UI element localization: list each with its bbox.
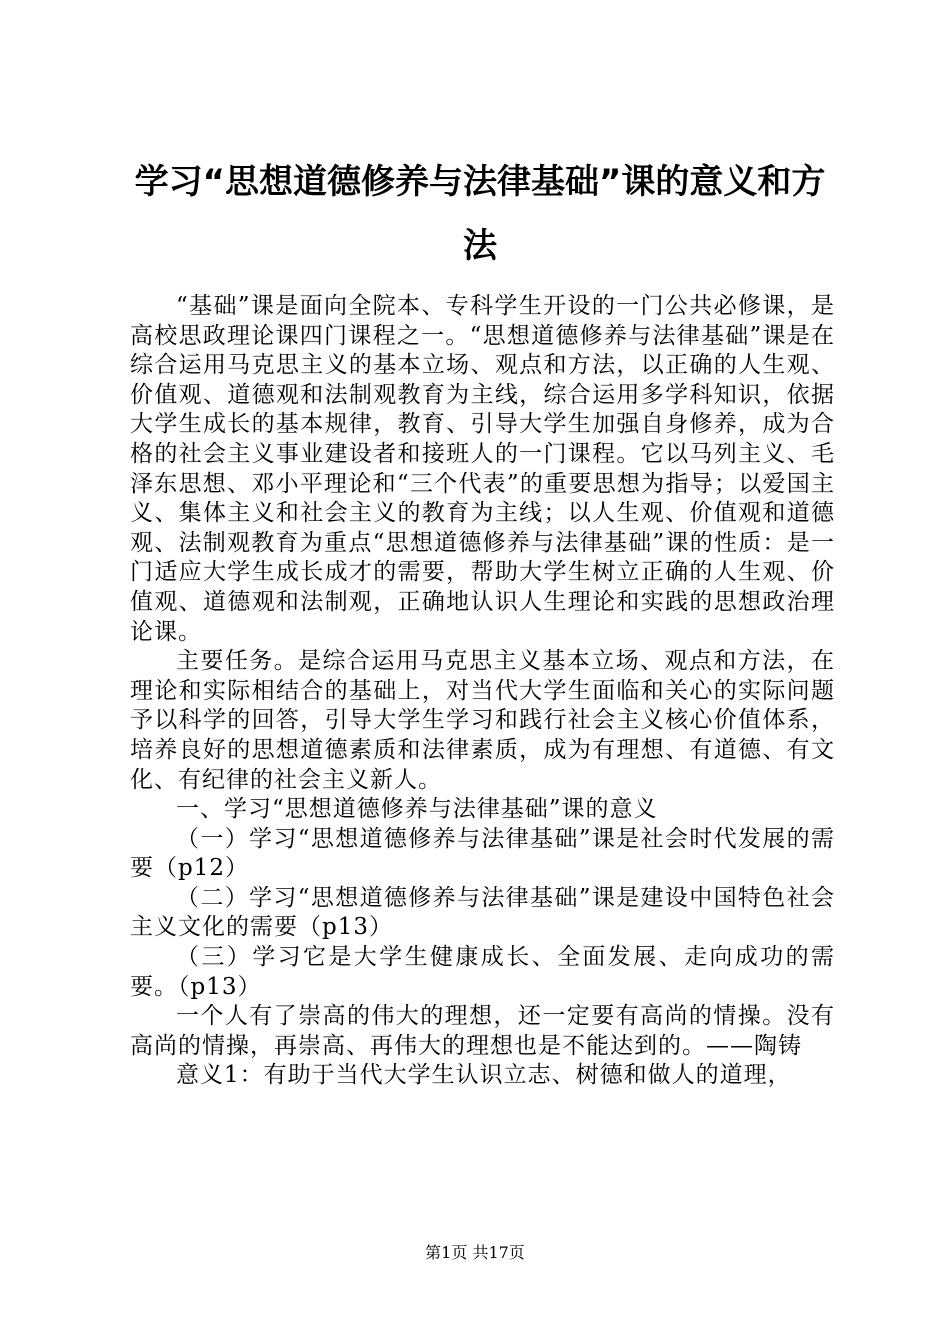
- quote-paragraph: 一个人有了崇高的伟大的理想，还一定要有高尚的情操。没有高尚的情操，再崇高、再伟大的理想也是不能达到的。——陶铸: [130, 1003, 835, 1059]
- paragraph-significance-1: 意义1：有助于当代大学生认识立志、树德和做人的道理，: [176, 1062, 792, 1089]
- subsection-2: （二）学习“思想道德修养与法律基础”课是建设中国特色社会主义文化的需要（p13）: [130, 884, 835, 941]
- section-heading-significance: 一、学习“思想道德修养与法律基础”课的意义: [176, 796, 658, 823]
- subsection-3: （三）学习它是大学生健康成长、全面发展、走向成功的需要。（p13）: [130, 944, 835, 1000]
- document-title: 学习“思想道德修养与法律基础”课的意义和方法: [134, 162, 826, 266]
- subsection-1: （一）学习“思想道德修养与法律基础”课是社会时代发展的需要（p12）: [130, 825, 835, 882]
- document-body: [130, 292, 835, 1091]
- page-number-footer: 第1页 共17页: [425, 1243, 525, 1262]
- paragraph-intro: “基础”课是面向全院本、专科学生开设的一门公共必修课，是高校思政理论课四门课程之一。“思想道德修养与法律基础”课是在综合运用马克思主义的基本立场、观点和方法，以正确的人生观、价值观、道德观和法制观教育为主线，综合运用多学科知识，依据大学生成长的基本规律，教育、引导大学生加强自身修养，成为合格的社会主义事业建设者和接班人的一门课程。它以马列主义、毛泽东思想、邓小平理论和“三个代表”的重要思想为指导；以爱国主义、集体主义和社会主义的教育为主线；以人生观、价值观和道德观、法制观教育为重点“思想道德修养与法律基础”课的性质：是一门适应大学生成长成才的需要，帮助大学生树立正确的人生观、价值观、道德观和法制观，正确地认识人生理论和实践的思想政治理论课。: [130, 293, 835, 645]
- paragraph-main-task: 主要任务。是综合运用马克思主义基本立场、观点和方法，在理论和实际相结合的基础上，对当代大学生面临和关心的实际问题予以科学的回答，引导大学生学习和践行社会主义核心价值体系，培养良好的思想道德素质和法律素质，成为有理想、有道德、有文化、有纪律的社会主义新人。: [130, 648, 835, 793]
